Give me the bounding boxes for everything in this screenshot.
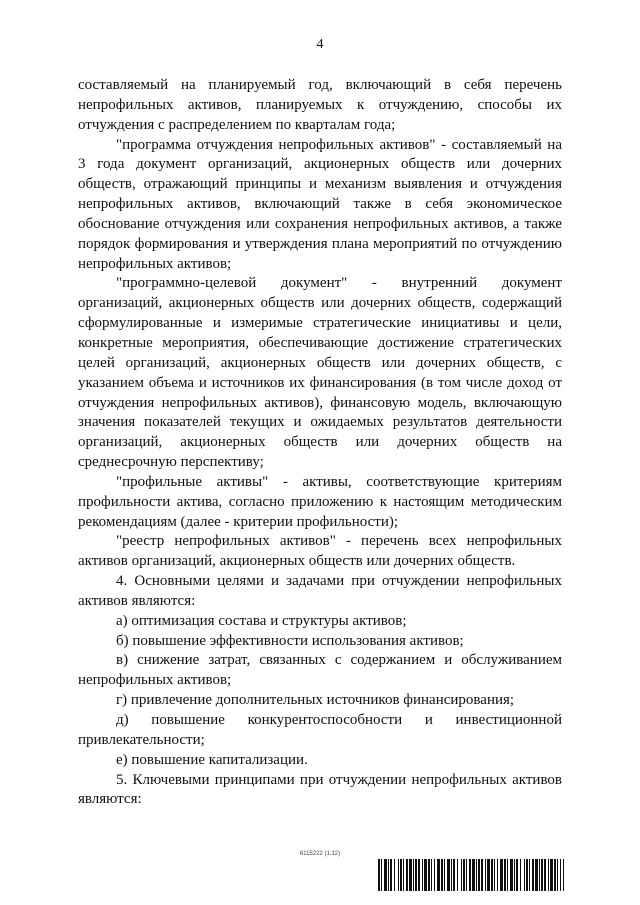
barcode-bar [444,859,445,891]
barcode-bar [400,859,402,891]
barcode-bar [539,859,540,891]
barcode-bar [526,859,528,891]
barcode-bar [381,859,382,891]
list-item-c: в) снижение затрат, связанных с содержанием и обслуживанием непрофильных активов; [78,652,562,689]
barcode-bar [447,859,450,891]
list-item-f: е) повышение капитализации. [116,751,308,768]
list-item-a: а) оптимизация состава и структуры активов; [116,612,407,629]
barcode-bar [434,859,435,891]
barcode-bar [510,859,513,891]
barcode-bar [494,859,495,891]
paragraph-plan-definition-continued: составляемый на планируемый год, включающий в себя перечень непрофильных активов, планируемых к отчуждению, способы их отчуждения с распределением по кварталам года; [78,77,562,133]
barcode-bar [461,859,462,891]
paragraph-disposal-program-definition: "программа отчуждения непрофильных активов" - составляемый на 3 года документ организаций, акционерных обществ или дочерних обществ, отражающий принципы и механизм выявления и отчуждения непрофильных активов, включающий также в себя экономическое обоснование отчуждения или сохранения непрофильных активов, а также порядок формирования и утверждения плана мероприятий по отчуждению непрофильных активов; [78,136,562,272]
barcode-bar [485,859,486,891]
barcode-bar [415,859,417,891]
barcode-bar [437,859,440,891]
barcode-bar [541,859,543,891]
barcode-bar [469,859,471,891]
barcode-bar [418,859,420,891]
paragraph-principles-heading: 5. Ключевыми принципами при отчуждении непрофильных активов являются: [78,771,562,808]
barcode-bar [422,859,423,891]
barcode-bar [472,859,475,891]
barcode-bar [428,859,430,891]
list-item-e: д) повышение конкурентоспособности и инвестиционной привлекательности; [78,712,562,748]
barcode-bar [529,859,530,891]
paragraph-program-target-document-definition: "программно-целевой документ" - внутренний документ организаций, акционерных обществ или дочерних обществ, содержащий сформулированные и измеримые стратегические инициативы и цели, конкретные мероприятия, обеспечивающие достижение стратегических целей организаций, акционерных обществ или дочерних обществ, с указанием объема и источников их финансирования (в том числе доход от отчуждения непрофильных активов), финансовую модель, включающую значения показателей текущих и ожидаемых результатов деятельности организаций, акционерных обществ или дочерних обществ на среднесрочную перспективу; [78,275,562,471]
barcode-bar [560,859,561,891]
barcode-bar [403,859,404,891]
barcode-bar [497,859,498,891]
barcode-bar [514,859,515,891]
list-item-d: г) привлечение дополнительных источников финансирования; [116,692,515,709]
barcode-bar [476,859,477,891]
barcode-bar [554,859,556,891]
barcode-bar [504,859,506,891]
barcode-bar [451,859,452,891]
barcode [378,859,564,891]
barcode-bar [487,859,490,891]
body-text [78,76,562,810]
paragraph-goals-heading: 4. Основными целями и задачами при отчуждении непрофильных активов являются: [78,573,562,609]
barcode-bar [413,859,414,891]
barcode-bar [491,859,493,891]
barcode-bar [557,859,558,891]
paragraph-core-assets-definition: "профильные активы" - активы, соответствующие критериям профильности актива, согласно приложению к настоящим методическим рекомендациям (далее - критерии профильности); [78,473,562,530]
barcode-bar [544,859,546,891]
barcode-bar [384,859,387,891]
barcode-bar [409,859,412,891]
barcode-bar [453,859,455,891]
list-item-b: б) повышение эффективности использования активов; [116,632,464,649]
barcode-bar [524,859,525,891]
barcode-bar [478,859,480,891]
barcode-bar [398,859,399,891]
barcode-bar [520,859,521,891]
barcode-bar [406,859,408,891]
barcode-bar [481,859,483,891]
barcode-bar [550,859,553,891]
barcode-bar [390,859,392,891]
barcode-bar [548,859,549,891]
page-number: 4 [316,37,324,52]
barcode-bar [441,859,443,891]
barcode-bar [507,859,508,891]
barcode-bar [431,859,432,891]
barcode-bar [516,859,518,891]
barcode-bar [378,859,380,891]
barcode-bar [424,859,427,891]
barcode-bar [532,859,534,891]
barcode-bar [466,859,467,891]
barcode-bar [463,859,465,891]
barcode-bar [500,859,503,891]
barcode-bar [388,859,389,891]
paragraph-noncore-register-definition: "реестр непрофильных активов" - перечень всех непрофильных активов организаций, акционерных обществ или дочерних обществ. [78,533,562,570]
barcode-bar [394,859,395,891]
barcode-bar [457,859,458,891]
footer-code: 6115222 (1.12) [299,851,341,857]
barcode-bar [535,859,538,891]
barcode-bar [563,859,564,891]
